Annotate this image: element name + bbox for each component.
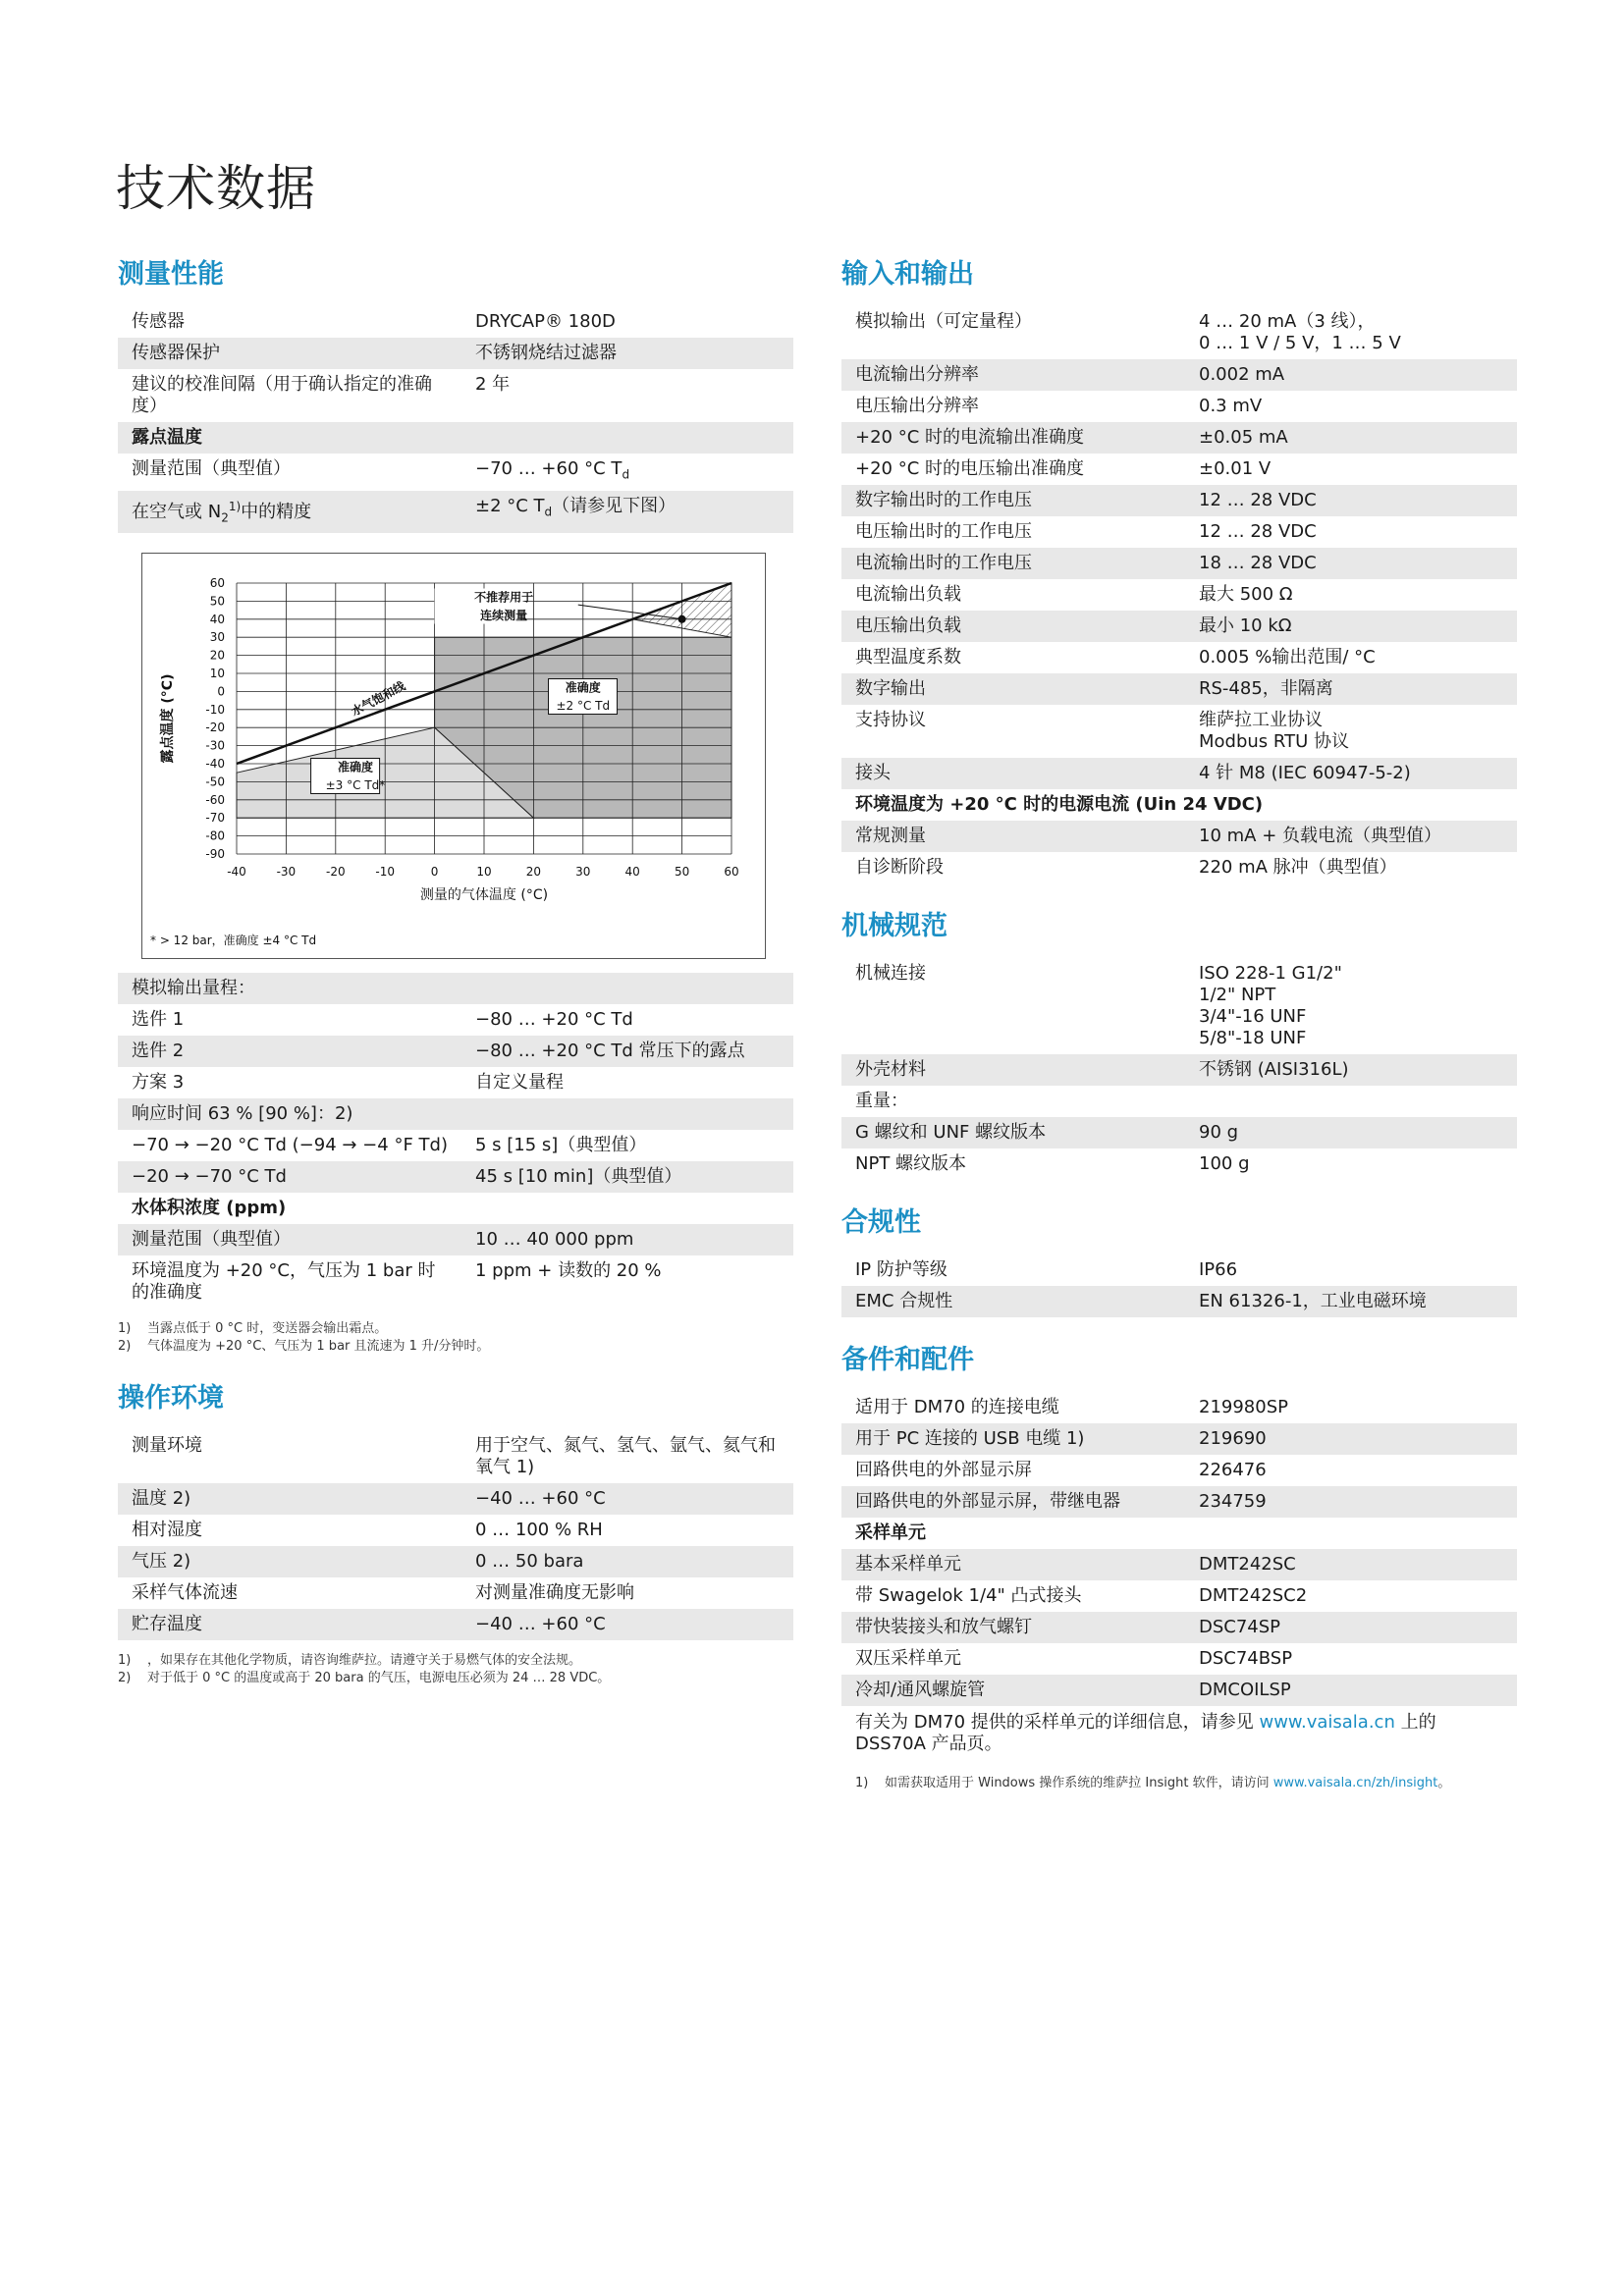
spec-key: 用于 PC 连接的 USB 电缆 1) — [841, 1423, 1185, 1455]
table-row — [841, 852, 1517, 883]
spec-value: −80 … +20 °C Td 常压下的露点 — [461, 1036, 793, 1067]
spec-value: 45 s [10 min]（典型值） — [461, 1161, 793, 1193]
table-row — [118, 491, 793, 534]
spec-key: 气压 2) — [118, 1546, 461, 1577]
spec-value: 5 s [15 s]（典型值） — [475, 1135, 647, 1156]
table-row — [118, 1255, 793, 1308]
table-row — [118, 338, 793, 369]
table-row — [841, 454, 1517, 485]
y-tick-label: -70 — [205, 811, 225, 826]
table-row — [118, 1004, 793, 1036]
spec-value: 220 mA 脉冲（典型值） — [1199, 857, 1397, 878]
spec-key: 外壳材料 — [841, 1054, 1185, 1086]
table-row — [118, 1130, 793, 1161]
spec-value: 4 … 20 mA（3 线）， 0 … 1 V / 5 V，1 … 5 V — [1199, 311, 1401, 353]
x-axis-label: 测量的气体温度 (°C) — [419, 887, 549, 904]
io-heading: 输入和输出 — [841, 259, 974, 290]
accessories-table — [841, 1392, 1517, 1706]
spec-key: 传感器 — [132, 311, 185, 332]
table-row — [118, 1224, 793, 1255]
spec-key: 采样气体流速 — [132, 1582, 238, 1604]
table-row — [841, 1580, 1517, 1612]
subheading: 环境温度为 +20 °C 时的电源电流 (Uin 24 VDC) — [855, 794, 1264, 815]
spec-key: 贮存温度 — [118, 1609, 461, 1640]
spec-value: 4 针 M8 (IEC 60947-5-2) — [1185, 758, 1517, 789]
spec-key: 测量范围（典型值） — [118, 1224, 461, 1255]
spec-value: 226476 — [1199, 1460, 1267, 1480]
spec-value: ISO 228-1 G1/2" 1/2" NPT 3/4"-16 UNF 5/8"-18 UNF — [1199, 963, 1342, 1048]
accuracy-chart-svg — [142, 554, 765, 958]
table-row — [841, 1286, 1517, 1317]
spec-key: 模拟输出（可定量程） — [855, 311, 1032, 332]
subheading: 采样单元 — [855, 1522, 926, 1543]
spec-key: 电流输出分辨率 — [841, 359, 1185, 391]
ppm-subheading: 水体积浓度 (ppm) — [132, 1198, 287, 1219]
spec-value: DSC74BSP — [1199, 1648, 1293, 1669]
table-row — [841, 758, 1517, 789]
spec-value: 不锈钢烧结过滤器 — [461, 338, 793, 369]
footnote-number: 1) — [855, 1776, 869, 1790]
accuracy-key: 在空气或 N — [132, 501, 222, 522]
table-row — [841, 1455, 1517, 1486]
y-tick-label: 40 — [209, 612, 225, 626]
footnote-number: 1) — [118, 1321, 132, 1337]
spec-value: IP66 — [1199, 1259, 1238, 1280]
spec-key: NPT 螺纹版本 — [855, 1153, 967, 1174]
spec-value: 最大 500 Ω — [1199, 584, 1293, 605]
table-row — [118, 1161, 793, 1193]
spec-value: ±0.05 mA — [1185, 422, 1517, 454]
io-section — [841, 257, 1517, 883]
spec-key: 方案 3 — [132, 1072, 185, 1094]
table-row — [118, 1036, 793, 1067]
annotation-not-recommended: 连续测量 — [480, 608, 528, 622]
sampling-info — [841, 1706, 1517, 1755]
spec-value — [461, 454, 793, 491]
spec-key: 测量范围（典型值） — [132, 458, 291, 479]
spec-key: 选件 2 — [118, 1036, 461, 1067]
footnote-text: ，如果存在其他化学物质，请咨询维萨拉。请遵守关于易燃气体的安全法规。 — [147, 1653, 582, 1669]
table-row — [841, 1612, 1517, 1643]
spec-value: 0.3 mV — [1199, 396, 1263, 416]
measurement-heading: 测量性能 — [118, 259, 224, 290]
table-row — [118, 1546, 793, 1577]
table-row — [841, 485, 1517, 516]
spec-key: 机械连接 — [855, 963, 926, 984]
spec-value: DMT242SC2 — [1199, 1585, 1308, 1606]
footnote — [118, 1670, 793, 1687]
spec-value: 2 年 — [475, 374, 511, 395]
spec-value: DSC74SP — [1185, 1612, 1517, 1643]
spec-value: −40 … +60 °C — [461, 1609, 793, 1640]
spec-value: 10 … 40 000 ppm — [461, 1224, 793, 1255]
spec-key: −70 → −20 °C Td (−94 → −4 °F Td) — [132, 1135, 448, 1156]
spec-value: 18 … 28 VDC — [1185, 548, 1517, 579]
spec-value: DMCOILSP — [1185, 1675, 1517, 1706]
spec-value: 0.002 mA — [1185, 359, 1517, 391]
spec-value: 维萨拉工业协议 Modbus RTU 协议 — [1199, 710, 1349, 752]
spec-value: −40 … +60 °C — [461, 1483, 793, 1515]
compliance-table — [841, 1255, 1517, 1317]
y-tick-label: -60 — [205, 792, 225, 807]
spec-key: G 螺纹和 UNF 螺纹版本 — [841, 1117, 1185, 1148]
spec-key: 冷却/通风螺旋管 — [841, 1675, 1185, 1706]
spec-key: 响应时间 63 % [90 %]：2) — [118, 1098, 461, 1130]
y-axis-label: 露点温度 (°C) — [160, 673, 176, 764]
x-tick-label: 50 — [674, 865, 690, 880]
spec-value: 自定义量程 — [475, 1072, 564, 1094]
footnote-ref: 1) — [228, 499, 242, 513]
mech-table — [841, 958, 1517, 1180]
annotation-accuracy3: 准确度 — [337, 760, 373, 774]
spec-key: 自诊断阶段 — [855, 857, 944, 878]
y-tick-label: 60 — [209, 576, 225, 591]
x-tick-label: 40 — [624, 865, 640, 880]
spec-key: 回路供电的外部显示屏，带继电器 — [841, 1486, 1185, 1518]
y-tick-label: -10 — [205, 702, 225, 717]
spec-value: 100 g — [1199, 1153, 1250, 1174]
footnote-number: 2) — [118, 1339, 132, 1355]
table-row — [841, 673, 1517, 705]
analog-table — [118, 973, 793, 1308]
table-row — [118, 1098, 793, 1130]
table-row — [118, 1609, 793, 1640]
table-row — [118, 1430, 793, 1483]
spec-value: 对测量准确度无影响 — [475, 1582, 634, 1604]
y-tick-label: -90 — [205, 847, 225, 862]
spec-key: 电压输出分辨率 — [855, 396, 979, 416]
footnote-text: 气体温度为 +20 °C、气压为 1 bar 且流速为 1 升/分钟时。 — [147, 1339, 490, 1355]
spec-key: IP 防护等级 — [855, 1259, 947, 1280]
x-tick-label: -10 — [375, 865, 396, 880]
spec-key: 建议的校准间隔（用于确认指定的准确度） — [132, 374, 432, 416]
table-row — [118, 973, 793, 1004]
spec-key: 双压采样单元 — [855, 1648, 961, 1669]
x-tick-label: -20 — [325, 865, 346, 880]
table-row — [841, 611, 1517, 642]
annotation-not-recommended: 不推荐用于 — [474, 590, 534, 605]
operating-section — [118, 1381, 793, 1687]
accuracy-value: ±2 °C T — [475, 495, 545, 516]
spec-key: 环境温度为 +20 °C，气压为 1 bar 时的准确度 — [132, 1260, 436, 1304]
operating-table — [118, 1430, 793, 1640]
table-row — [841, 1148, 1517, 1180]
info-text: 有关为 DM70 提供的采样单元的详细信息，请参见 — [855, 1712, 1260, 1733]
spec-key: 支持协议 — [855, 710, 926, 730]
table-row — [841, 1086, 1517, 1117]
spec-key: 传感器保护 — [118, 338, 461, 369]
spec-key: 常规测量 — [841, 821, 1185, 852]
table-row — [841, 1255, 1517, 1286]
table-row — [118, 306, 793, 338]
y-tick-label: -50 — [205, 774, 225, 789]
table-row — [841, 422, 1517, 454]
spec-key: 电压输出负载 — [841, 611, 1185, 642]
annotation-accuracy2: 准确度 — [565, 680, 601, 695]
y-tick-label: 10 — [209, 667, 225, 681]
x-tick-label: 0 — [430, 865, 439, 880]
y-tick-label: 20 — [209, 648, 225, 663]
table-row — [841, 958, 1517, 1054]
mech-section — [841, 909, 1517, 1180]
insight-link[interactable]: www.vaisala.cn/zh/insight — [1272, 1776, 1438, 1790]
subscript: 2 — [221, 510, 229, 525]
table-subheader — [841, 789, 1517, 821]
table-row — [841, 1675, 1517, 1706]
accessories-section — [841, 1343, 1517, 1792]
table-row — [841, 391, 1517, 422]
spec-key: +20 °C 时的电压输出准确度 — [855, 458, 1084, 479]
y-tick-label: 30 — [209, 630, 225, 645]
accessories-heading: 备件和配件 — [841, 1345, 974, 1375]
footnote-text: 如需获取适用于 Windows 操作系统的维萨拉 Insight 软件，请访问 — [885, 1776, 1273, 1790]
spec-key: 接头 — [841, 758, 1185, 789]
spec-key: 典型温度系数 — [855, 647, 961, 667]
footnote — [118, 1652, 793, 1670]
table-row — [841, 1486, 1517, 1518]
spec-value: 90 g — [1185, 1117, 1517, 1148]
spec-key — [118, 491, 461, 534]
spec-key: 适用于 DM70 的连接电缆 — [855, 1397, 1059, 1417]
spec-value: 12 … 28 VDC — [1199, 521, 1317, 542]
spec-value: 0.005 %输出范围/ °C — [1199, 647, 1376, 667]
spec-key: 电压输出时的工作电压 — [855, 521, 1032, 542]
spec-value: 不锈钢 (AISI316L) — [1185, 1054, 1517, 1086]
footnote-number: 1) — [118, 1653, 132, 1669]
spec-key: EMC 合规性 — [841, 1286, 1185, 1317]
spec-value: 219980SP — [1199, 1397, 1288, 1417]
table-row — [841, 548, 1517, 579]
spec-value — [461, 1098, 793, 1130]
accuracy-chart — [141, 553, 766, 959]
footnote-number: 2) — [118, 1671, 132, 1686]
spec-value: ±0.01 V — [1199, 458, 1272, 479]
spec-key: 带 Swagelok 1/4" 凸式接头 — [855, 1585, 1082, 1606]
table-row — [841, 359, 1517, 391]
table-subheader — [841, 1518, 1517, 1549]
spec-key: 模拟输出量程： — [118, 973, 461, 1004]
table-row — [118, 369, 793, 422]
mech-heading: 机械规范 — [841, 911, 947, 941]
spec-key: 选件 1 — [132, 1009, 185, 1031]
spec-key: 回路供电的外部显示屏 — [855, 1460, 1032, 1480]
operating-footnotes — [118, 1652, 793, 1687]
spec-value: DRYCAP® 180D — [475, 311, 616, 332]
spec-key: 电流输出负载 — [855, 584, 961, 605]
table-row — [118, 454, 793, 491]
accessories-footnote — [841, 1775, 1517, 1792]
x-tick-label: 10 — [476, 865, 492, 880]
spec-value: 234759 — [1185, 1486, 1517, 1518]
spec-value: 用于空气、氮气、氢气、氩气、氦气和氧气 1) — [475, 1435, 776, 1478]
table-row — [841, 1643, 1517, 1675]
spec-value — [461, 973, 793, 1004]
y-tick-label: -30 — [205, 738, 225, 753]
operating-heading: 操作环境 — [118, 1383, 224, 1415]
footnote-text-tail: 。 — [1437, 1776, 1451, 1790]
measurement-footnotes — [118, 1320, 793, 1356]
dew-range-value: −70 … +60 °C T — [475, 458, 623, 479]
x-tick-label: 30 — [575, 865, 591, 880]
spec-value: 1 ppm + 读数的 20 % — [475, 1260, 662, 1282]
accuracy-value-tail: （请参见下图） — [552, 495, 677, 516]
table-row — [118, 1067, 793, 1098]
spec-key: 数字输出 — [841, 673, 1185, 705]
spec-value: 最小 10 kΩ — [1185, 611, 1517, 642]
table-row — [841, 1117, 1517, 1148]
annotation-saturation: 水气饱和线 — [349, 678, 408, 720]
spec-value: 0 … 50 bara — [461, 1546, 793, 1577]
table-row — [841, 306, 1517, 359]
info-text-tail: 上的 DSS70A 产品页。 — [855, 1712, 1436, 1754]
spec-key: 温度 2) — [118, 1483, 461, 1515]
compliance-section — [841, 1205, 1517, 1317]
annotation-accuracy3: ±3 °C Td* — [325, 777, 386, 792]
page-title: 技术数据 — [116, 160, 316, 217]
spec-value: 12 … 28 VDC — [1185, 485, 1517, 516]
table-row — [118, 1515, 793, 1546]
measurement-table — [118, 306, 793, 533]
table-subheader — [118, 1193, 793, 1224]
spec-value: −80 … +20 °C Td — [475, 1009, 633, 1031]
footnote-text: 对于低于 0 °C 的温度或高于 20 bara 的气压，电源电压必须为 24 … 28 VDC。 — [147, 1671, 611, 1686]
spec-key: 带快装接头和放气螺钉 — [841, 1612, 1185, 1643]
annotation-accuracy2: ±2 °C Td — [556, 698, 611, 713]
spec-value: 10 mA + 负载电流（典型值） — [1185, 821, 1517, 852]
compliance-heading: 合规性 — [841, 1207, 921, 1238]
y-tick-label: 50 — [209, 594, 225, 609]
right-column — [841, 257, 1517, 1818]
footnote-text: 当露点低于 0 °C 时，变送器会输出霜点。 — [147, 1321, 388, 1337]
left-column — [118, 257, 793, 1713]
spec-key: 基本采样单元 — [841, 1549, 1185, 1580]
y-tick-label: 0 — [217, 684, 225, 699]
accuracy-key-tail: 中的精度 — [241, 501, 312, 522]
table-row — [841, 1423, 1517, 1455]
x-tick-label: 20 — [525, 865, 542, 880]
measurement-section — [118, 257, 793, 1356]
spec-value: RS-485，非隔离 — [1185, 673, 1517, 705]
table-row — [841, 821, 1517, 852]
table-subheader — [118, 422, 793, 454]
spec-key: −20 → −70 °C Td — [118, 1161, 461, 1193]
y-tick-label: -20 — [205, 721, 225, 735]
table-row — [841, 1054, 1517, 1086]
table-row — [841, 579, 1517, 611]
spec-key: 重量： — [855, 1091, 908, 1111]
subscript: d — [622, 467, 630, 482]
table-row — [841, 1549, 1517, 1580]
spec-key: 测量环境 — [132, 1435, 202, 1457]
spec-key: 电流输出时的工作电压 — [841, 548, 1185, 579]
x-tick-label: -40 — [227, 865, 246, 880]
table-row — [118, 1577, 793, 1609]
spec-key: +20 °C 时的电流输出准确度 — [841, 422, 1185, 454]
dew-point-subheading: 露点温度 — [118, 422, 793, 454]
spec-value: 219690 — [1185, 1423, 1517, 1455]
spec-value: DMT242SC — [1185, 1549, 1517, 1580]
chart-note: * > 12 bar，准确度 ±4 °C Td — [150, 934, 317, 948]
vaisala-link[interactable]: www.vaisala.cn — [1259, 1712, 1395, 1733]
y-tick-label: -80 — [205, 828, 225, 843]
spec-value — [1185, 1086, 1517, 1117]
spec-value: EN 61326-1，工业电磁环境 — [1185, 1286, 1517, 1317]
subscript: d — [544, 505, 553, 519]
table-row — [841, 516, 1517, 548]
spec-value: 0 … 100 % RH — [475, 1520, 603, 1541]
table-row — [118, 1483, 793, 1515]
table-row — [841, 1392, 1517, 1423]
spec-key: 相对湿度 — [132, 1520, 202, 1541]
spec-value — [461, 491, 793, 534]
spec-key: 数字输出时的工作电压 — [841, 485, 1185, 516]
footnote — [118, 1320, 793, 1338]
io-table — [841, 306, 1517, 883]
footnote — [118, 1338, 793, 1356]
table-row — [841, 705, 1517, 758]
x-tick-label: 60 — [724, 865, 739, 880]
table-row — [841, 642, 1517, 673]
y-tick-label: -40 — [205, 757, 225, 772]
x-tick-label: -30 — [276, 865, 297, 880]
